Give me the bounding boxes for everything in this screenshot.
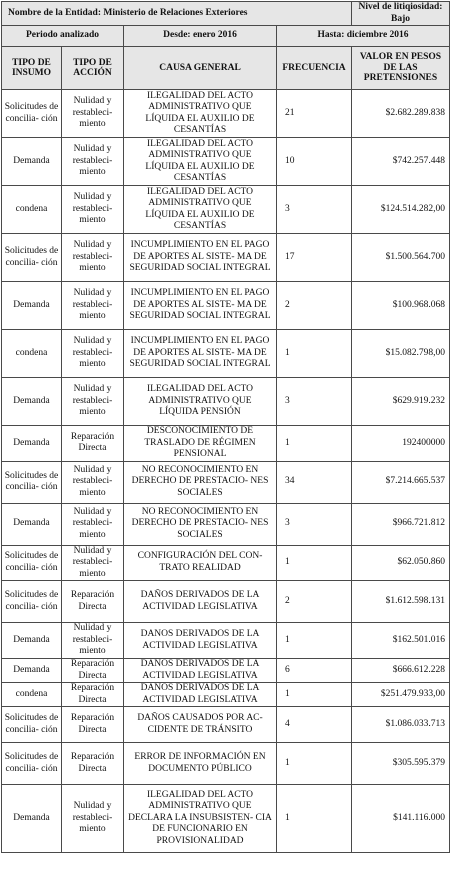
cell-tipo-insumo: Demanda (2, 785, 62, 853)
table-body (2, 90, 450, 853)
cell-tipo-accion: Nulidad y restableci- miento (62, 90, 124, 138)
table-row (2, 743, 450, 785)
cell-valor: $966.721.812 (352, 503, 450, 545)
cell-tipo-insumo: condena (2, 683, 62, 707)
table-row (2, 282, 450, 330)
cell-causa-general: DANOS DERIVADOS DE LA ACTIVIDAD LEGISLATIVA (124, 683, 277, 707)
header-accion: TIPO DE ACCIÓN (62, 47, 124, 90)
cell-causa-general: DESCONOCIMIENTO DE TRASLADO DE RÉGIMEN PENSIONAL (124, 426, 277, 462)
cell-frecuencia: 3 (277, 378, 352, 426)
cell-valor: $15.082.798,00 (352, 330, 450, 378)
cell-tipo-accion: Nulidad y restableci- miento (62, 330, 124, 378)
cell-tipo-accion: Nulidad y restableci- miento (62, 545, 124, 581)
cell-tipo-accion: Reparación Directa (62, 743, 124, 785)
cell-tipo-accion: Nulidad y restableci- miento (62, 234, 124, 282)
cell-tipo-insumo: condena (2, 330, 62, 378)
cell-tipo-accion: Nulidad y restableci- miento (62, 623, 124, 659)
cell-causa-general: INCUMPLIMIENTO EN EL PAGO DE APORTES AL SISTE- MA DE SEGURIDAD SOCIAL INTEGRAL (124, 234, 277, 282)
cell-causa-general: ILEGALIDAD DEL ACTO ADMINISTRATIVO QUE LÍQUIDA EL AUXILIO DE CESANTÍAS (124, 138, 277, 186)
cell-causa-general: NO RECONOCIMIENTO EN DERECHO DE PRESTACIO- NES SOCIALES (124, 461, 277, 503)
cell-valor: 192400000 (352, 426, 450, 462)
cell-tipo-accion: Reparación Directa (62, 683, 124, 707)
cell-causa-general: ILEGALIDAD DEL ACTO ADMINISTRATIVO QUE LÍQUIDA PENSIÓN (124, 378, 277, 426)
table-row (2, 426, 450, 462)
cell-frecuencia: 3 (277, 503, 352, 545)
cell-frecuencia: 6 (277, 659, 352, 683)
cell-tipo-insumo: Demanda (2, 659, 62, 683)
cell-causa-general: INCUMPLIMIENTO EN EL PAGO DE APORTES AL SISTE- MA DE SEGURIDAD SOCIAL INTEGRAL (124, 330, 277, 378)
cell-valor: $666.612.228 (352, 659, 450, 683)
cell-tipo-insumo: Demanda (2, 426, 62, 462)
cell-frecuencia: 1 (277, 683, 352, 707)
cell-frecuencia: 4 (277, 707, 352, 743)
entity-name: Nombre de la Entidad: Ministerio de Relaciones Exteriores (2, 2, 352, 26)
cell-frecuencia: 1 (277, 545, 352, 581)
period-label: Periodo analizado (2, 26, 124, 47)
header-causa: CAUSA GENERAL (124, 47, 277, 90)
cell-causa-general: DAÑOS CAUSADOS POR AC- CIDENTE DE TRÁNSITO (124, 707, 277, 743)
cell-tipo-accion: Nulidad y restableci- miento (62, 503, 124, 545)
cell-valor: $629.919.232 (352, 378, 450, 426)
cell-tipo-insumo: condena (2, 186, 62, 234)
cell-causa-general: DAÑOS DERIVADOS DE LA ACTIVIDAD LEGISLATIVA (124, 581, 277, 623)
table-row (2, 659, 450, 683)
cell-tipo-accion: Reparación Directa (62, 659, 124, 683)
column-header-row (2, 47, 450, 90)
cell-frecuencia: 1 (277, 426, 352, 462)
table-row (2, 378, 450, 426)
cell-causa-general: ILEGALIDAD DEL ACTO ADMINISTRATIVO QUE DECLARA LA INSUBSISTEN- CIA DE FUNCIONARIO EN PROVISIONALIDAD (124, 785, 277, 853)
cell-valor: $1.612.598.131 (352, 581, 450, 623)
cell-frecuencia: 21 (277, 90, 352, 138)
cell-causa-general: DANOS DERIVADOS DE LA ACTIVIDAD LEGISLATIVA (124, 659, 277, 683)
table-row (2, 330, 450, 378)
litigation-table (1, 1, 450, 853)
table-row (2, 138, 450, 186)
cell-tipo-insumo: Solicitudes de concilia- ción (2, 743, 62, 785)
cell-tipo-insumo: Demanda (2, 503, 62, 545)
header-insumo: TIPO DE INSUMO (2, 47, 62, 90)
cell-frecuencia: 3 (277, 186, 352, 234)
cell-tipo-accion: Nulidad y restableci- miento (62, 785, 124, 853)
table-row (2, 707, 450, 743)
cell-tipo-insumo: Demanda (2, 138, 62, 186)
cell-frecuencia: 10 (277, 138, 352, 186)
header-frecuencia: FRECUENCIA (277, 47, 352, 90)
cell-tipo-insumo: Solicitudes de concilia- ción (2, 707, 62, 743)
table-row (2, 545, 450, 581)
cell-valor: $305.595.379 (352, 743, 450, 785)
cell-frecuencia: 1 (277, 785, 352, 853)
cell-tipo-insumo: Solicitudes de concilia- ción (2, 545, 62, 581)
cell-valor: $100.968.068 (352, 282, 450, 330)
cell-tipo-accion: Nulidad y restableci- miento (62, 186, 124, 234)
cell-causa-general: DANOS DERIVADOS DE LA ACTIVIDAD LEGISLATIVA (124, 623, 277, 659)
cell-tipo-insumo: Solicitudes de concilia- ción (2, 234, 62, 282)
period-row (2, 26, 450, 47)
header-valor: VALOR EN PESOS DE LAS PRETENSIONES (352, 47, 450, 90)
table-row (2, 234, 450, 282)
cell-tipo-accion: Nulidad y restableci- miento (62, 138, 124, 186)
entity-row (2, 2, 450, 26)
cell-causa-general: NO RECONOCIMIENTO EN DERECHO DE PRESTACIO- NES SOCIALES (124, 503, 277, 545)
table-row (2, 581, 450, 623)
cell-tipo-accion: Nulidad y restableci- miento (62, 461, 124, 503)
cell-valor: $1.500.564.700 (352, 234, 450, 282)
period-from: Desde: enero 2016 (124, 26, 277, 47)
cell-causa-general: ILEGALIDAD DEL ACTO ADMINISTRATIVO QUE LÍQUIDA EL AUXILIO DE CESANTÍAS (124, 186, 277, 234)
cell-frecuencia: 1 (277, 330, 352, 378)
table-row (2, 186, 450, 234)
litigation-level: Nivel de litiqiosidad: Bajo (352, 2, 450, 26)
cell-valor: $7.214.665.537 (352, 461, 450, 503)
cell-causa-general: ERROR DE INFORMACIÓN EN DOCUMENTO PÚBLICO (124, 743, 277, 785)
cell-valor: $251.479.933,00 (352, 683, 450, 707)
cell-causa-general: ILEGALIDAD DEL ACTO ADMINISTRATIVO QUE LÍQUIDA EL AUXILIO DE CESANTÍAS (124, 90, 277, 138)
cell-tipo-insumo: Solicitudes de concilia- ción (2, 581, 62, 623)
cell-valor: $162.501.016 (352, 623, 450, 659)
cell-valor: $141.116.000 (352, 785, 450, 853)
cell-frecuencia: 17 (277, 234, 352, 282)
table-row (2, 623, 450, 659)
cell-tipo-accion: Nulidad y restableci- miento (62, 378, 124, 426)
table-row (2, 683, 450, 707)
cell-tipo-insumo: Demanda (2, 282, 62, 330)
cell-tipo-accion: Reparación Directa (62, 581, 124, 623)
cell-tipo-insumo: Demanda (2, 378, 62, 426)
cell-frecuencia: 1 (277, 743, 352, 785)
table-row (2, 90, 450, 138)
cell-frecuencia: 2 (277, 282, 352, 330)
cell-frecuencia: 34 (277, 461, 352, 503)
cell-causa-general: CONFIGURACIÓN DEL CON- TRATO REALIDAD (124, 545, 277, 581)
cell-frecuencia: 1 (277, 623, 352, 659)
cell-tipo-insumo: Demanda (2, 623, 62, 659)
table-row (2, 503, 450, 545)
cell-tipo-accion: Nulidad y restableci- miento (62, 282, 124, 330)
cell-frecuencia: 2 (277, 581, 352, 623)
cell-valor: $1.086.033.713 (352, 707, 450, 743)
cell-tipo-accion: Reparación Directa (62, 707, 124, 743)
cell-causa-general: INCUMPLIMIENTO EN EL PAGO DE APORTES AL SISTE- MA DE SEGURIDAD SOCIAL INTEGRAL (124, 282, 277, 330)
table-row (2, 785, 450, 853)
cell-valor: $742.257.448 (352, 138, 450, 186)
cell-valor: $2.682.289.838 (352, 90, 450, 138)
cell-valor: $62.050.860 (352, 545, 450, 581)
period-to: Hasta: diciembre 2016 (277, 26, 450, 47)
table-row (2, 461, 450, 503)
cell-tipo-insumo: Solicitudes de concilia- ción (2, 90, 62, 138)
cell-tipo-accion: Reparación Directa (62, 426, 124, 462)
cell-tipo-insumo: Solicitudes de concilia- ción (2, 461, 62, 503)
cell-valor: $124.514.282,00 (352, 186, 450, 234)
